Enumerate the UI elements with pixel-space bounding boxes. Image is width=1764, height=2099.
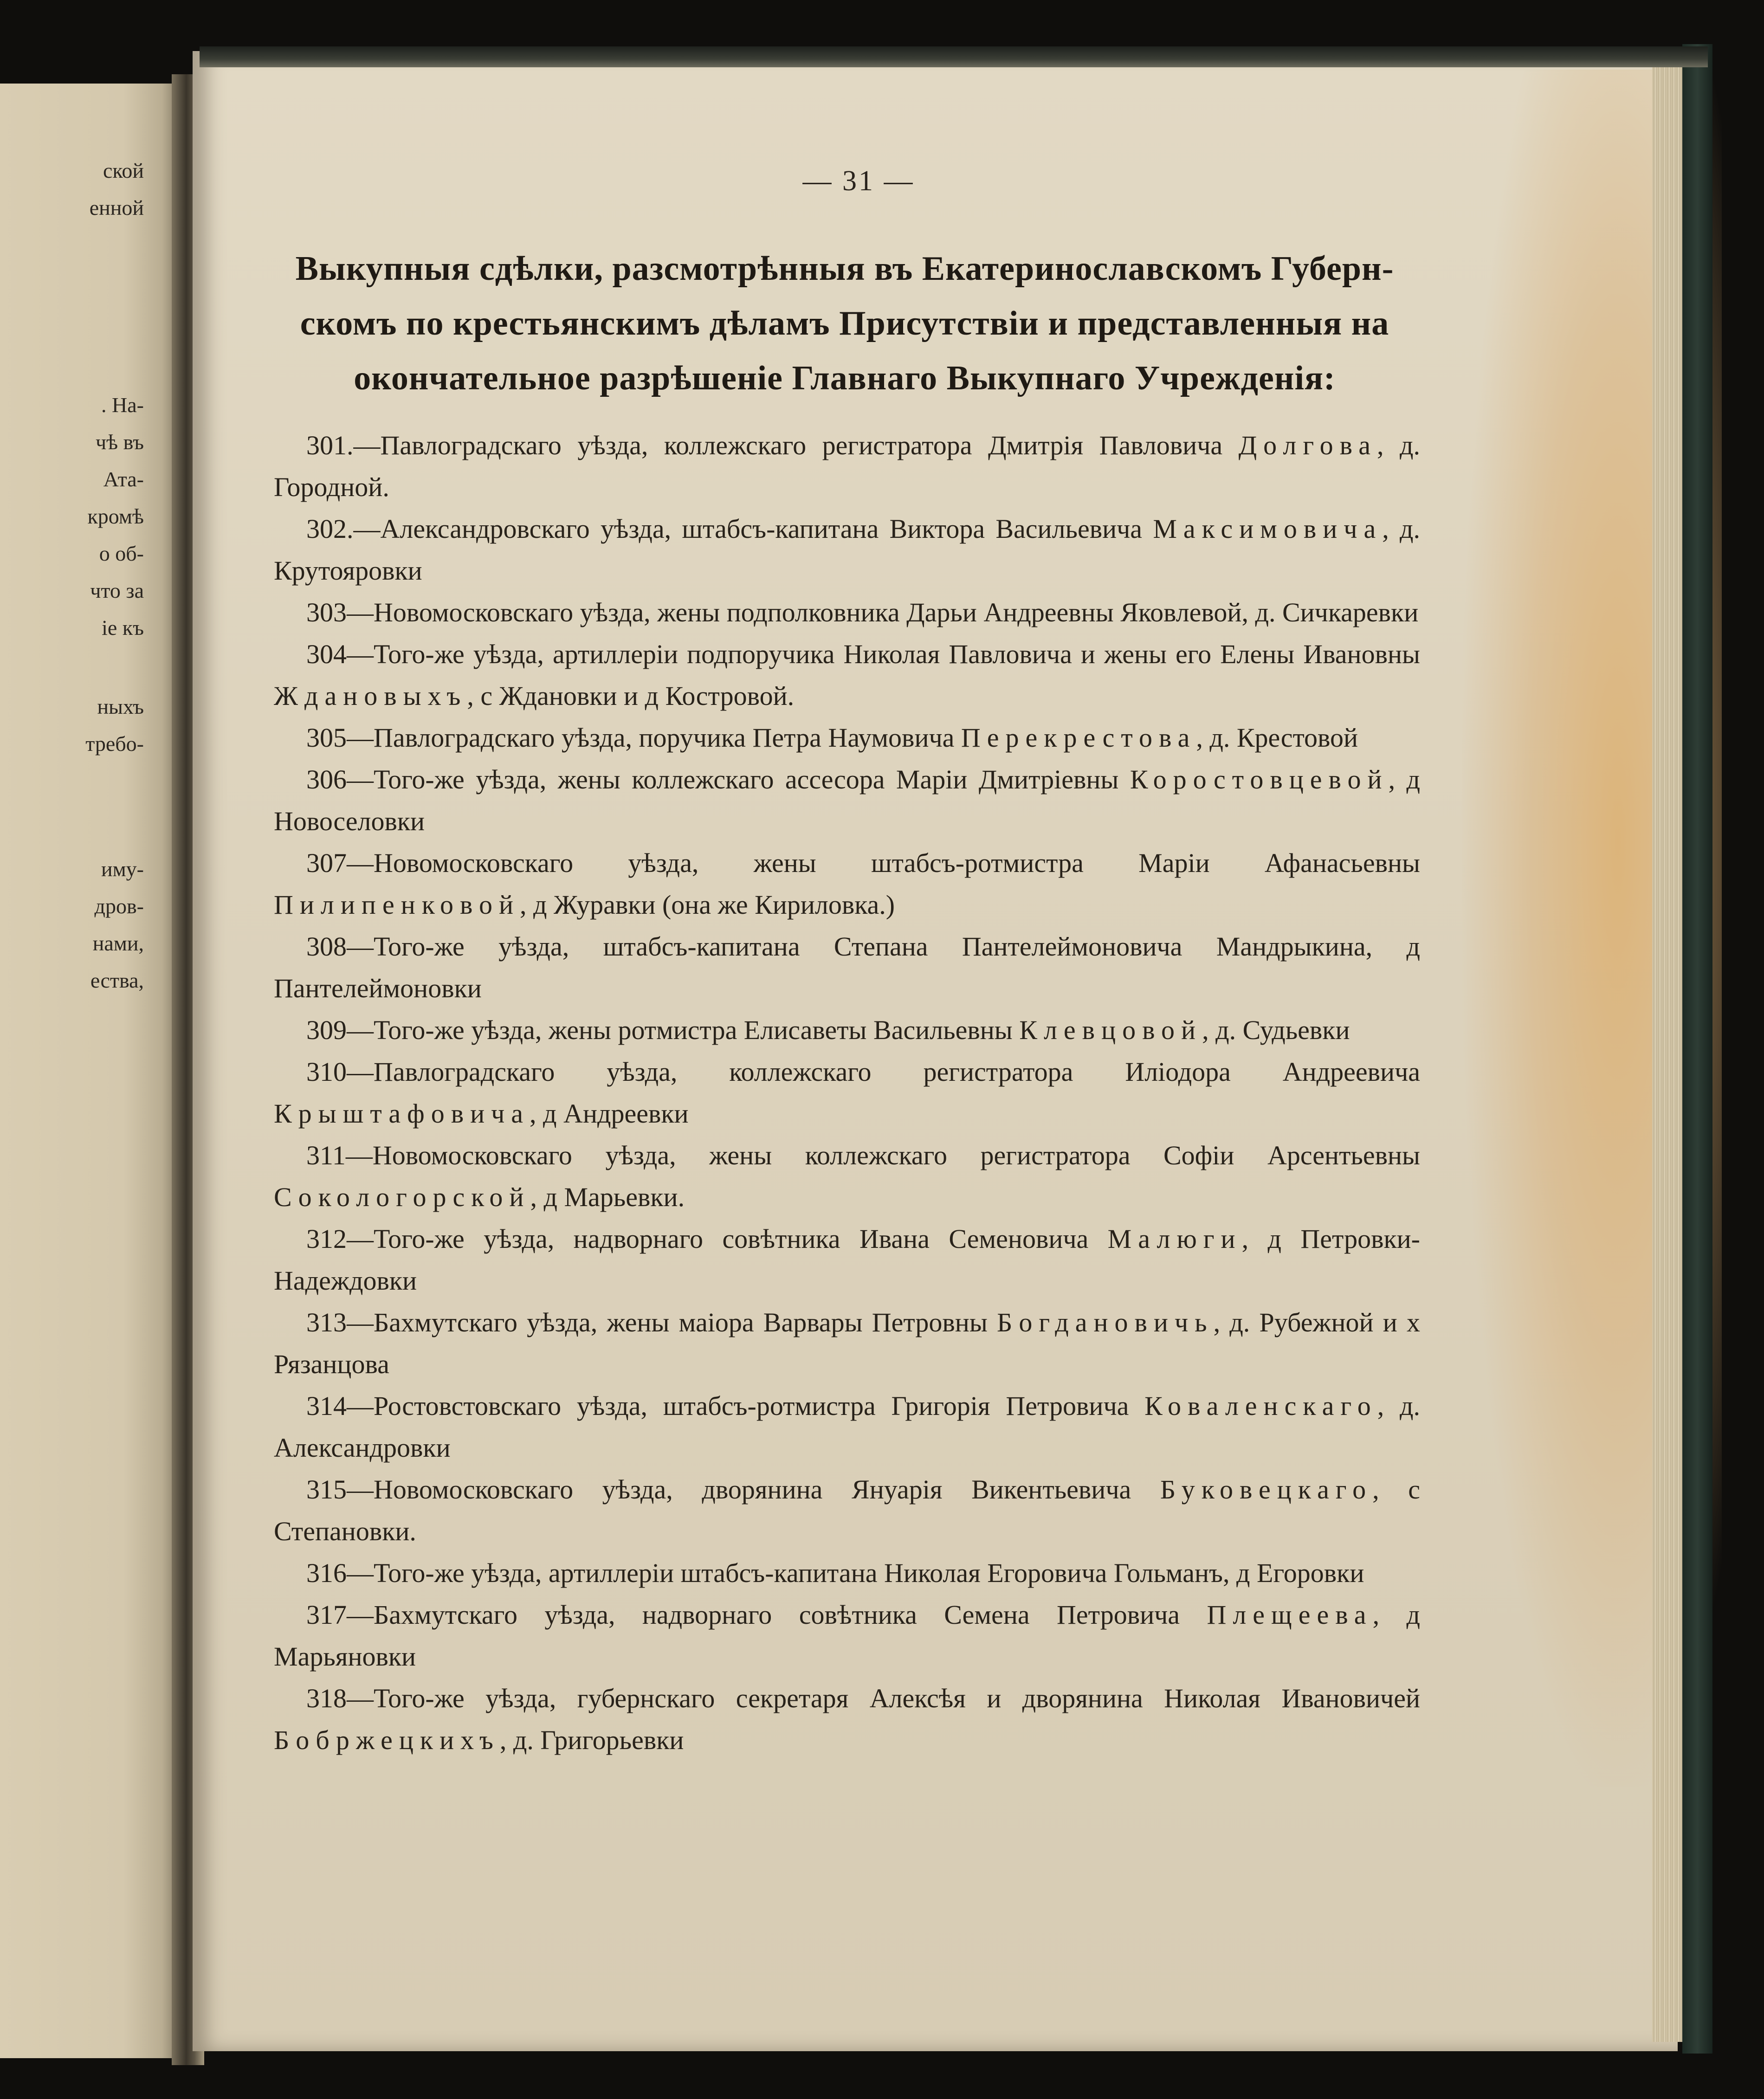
book-cover-edge (1682, 44, 1712, 2054)
entry-item (274, 717, 1420, 759)
title-line: скомъ по крестьянскимъ дѣламъ Присутствіи и представленныя на (300, 304, 1389, 342)
entry-number: 312 (306, 1224, 347, 1254)
entry-item (274, 1302, 1420, 1385)
entry-item (274, 1009, 1420, 1051)
entry-text: —Того-же уѣзда, надворнаго совѣтника Ивана Семеновича (347, 1224, 1089, 1254)
entry-text: —Бахмутскаго уѣзда, надворнаго совѣтника Семена Петровича (347, 1600, 1180, 1630)
entry-item (274, 842, 1420, 926)
entry-text: —Новомосковскаго уѣзда, жены коллежскаго регистратора Софіи Арсентьевны (345, 1140, 1420, 1170)
entry-item (274, 759, 1420, 842)
entry-surname: Бобржецкихъ (274, 1725, 500, 1755)
entry-text: —Того-же уѣзда, губернскаго секретаря Алексѣя и дворянина Николая Ивановичей (347, 1683, 1420, 1713)
entry-number: 305 (306, 723, 347, 753)
entry-text: —Новомосковскаго уѣзда, жены подполковника Дарьи Андреевны Яковлевой, д. Сичкаревки (347, 597, 1419, 627)
left-page-text-fragment: что за (90, 579, 144, 602)
entry-surname: Пилипенковой (274, 890, 520, 920)
entry-number: 314 (306, 1391, 347, 1421)
entry-place: , д Андреевки (530, 1098, 689, 1129)
entry-place: , с Ждановки и д Костровой. (467, 681, 795, 711)
page-edges (1652, 60, 1685, 2042)
entry-item (274, 1469, 1420, 1552)
entry-text: —Того-же уѣзда, жены ротмистра Елисаветы Васильевны (347, 1015, 1013, 1045)
previous-page-strip (0, 84, 176, 2058)
entry-list (274, 425, 1420, 1761)
entry-surname: Перекрестова (961, 723, 1196, 753)
entry-surname: Коростовцевой (1130, 764, 1389, 794)
left-page-text-fragment: . На- (101, 393, 144, 417)
entry-number: 306 (306, 764, 347, 794)
left-page-text-fragment: ской (103, 159, 144, 182)
entry-place: , д Марьевки. (530, 1182, 685, 1212)
entry-number: 316 (306, 1558, 347, 1588)
entry-item (274, 633, 1420, 717)
entry-place: , д Новоселовки (274, 764, 1421, 836)
entry-item (274, 425, 1420, 508)
entry-surname: Крыштафовича (274, 1098, 530, 1129)
entry-item (274, 508, 1420, 592)
entry-number: 311 (306, 1140, 346, 1170)
entry-item (274, 1135, 1420, 1218)
left-page-text-fragment: чѣ въ (96, 430, 144, 454)
page-number: — 31 — (802, 165, 915, 197)
entry-surname: Малюги (1107, 1224, 1242, 1254)
entry-number: 303 (306, 597, 347, 627)
entry-number: 302. (306, 514, 354, 544)
entry-number: 307 (306, 848, 347, 878)
entry-place: , д Марьяновки (274, 1600, 1420, 1672)
title-line: окончательное разрѣшеніе Главнаго Выкупнаго Учрежденія: (354, 359, 1336, 397)
entry-text: —Новомосковскаго уѣзда, жены штабсъ-ротмистра Маріи Афанасьевны (347, 848, 1420, 878)
entry-text: —Ростовстовскаго уѣзда, штабсъ-ротмистра Григорія Петровича (347, 1391, 1129, 1421)
entry-text: —Павлоградскаго уѣзда, коллежскаго регистратора Дмитрія Павловича (353, 430, 1223, 460)
entry-text: —Того-же уѣзда, артиллеріи штабсъ-капитана Николая Егоровича Гольманъ, д Егоровки (347, 1558, 1364, 1588)
left-page-text-fragment: енной (89, 196, 144, 220)
entry-item (274, 1552, 1420, 1594)
entry-place: , д. Александровки (274, 1391, 1421, 1463)
section-title (241, 241, 1448, 406)
entry-place: , д. Рубежной и х Рязанцова (274, 1307, 1421, 1379)
entry-surname: Максимовича (1153, 514, 1383, 544)
left-page-text-fragment: Ата- (103, 467, 144, 491)
entry-place: , д. Судьевки (1202, 1015, 1350, 1045)
entry-place: , д. Городной. (274, 430, 1420, 502)
entry-surname: Клевцовой (1019, 1015, 1202, 1045)
left-page-text-fragment: требо- (85, 732, 144, 756)
entry-number: 317 (306, 1600, 347, 1630)
entry-place: , д. Крестовой (1196, 723, 1358, 753)
entry-item (274, 926, 1420, 1009)
entry-text: —Александровскаго уѣзда, штабсъ-капитана Виктора Васильевича (353, 514, 1143, 544)
left-page-text-fragment: ныхъ (97, 695, 144, 718)
entry-surname: Долгова (1238, 430, 1377, 460)
entry-text: —Бахмутскаго уѣзда, жены маіора Варвары Петровны (347, 1307, 988, 1337)
entry-item (274, 1385, 1420, 1469)
entry-text: —Павлоградскаго уѣзда, коллежскаго регистратора Иліодора Андреевича (347, 1057, 1420, 1087)
entry-surname: Сокологорской (274, 1182, 530, 1212)
entry-number: 309 (306, 1015, 347, 1045)
left-page-text-fragment: о об- (99, 542, 144, 565)
entry-number: 308 (306, 931, 347, 962)
entry-number: 310 (306, 1057, 347, 1087)
left-page-text-fragment: кромѣ (87, 504, 144, 528)
entry-number: 304 (306, 639, 347, 669)
book-top-edge (200, 46, 1708, 67)
left-page-text-fragment: іе къ (102, 616, 144, 639)
entry-item (274, 592, 1420, 633)
left-page-text-fragment: дров- (94, 894, 144, 918)
entry-number: 313 (306, 1307, 347, 1337)
entry-item (274, 1051, 1420, 1135)
left-page-text-fragment: иму- (101, 857, 144, 881)
entry-surname: Буковецкаго (1160, 1474, 1373, 1505)
entry-place: , д Журавки (она же Кириловка.) (520, 890, 895, 920)
entry-text: —Павлоградскаго уѣзда, поручика Петра Наумовича (347, 723, 955, 753)
left-page-text-fragment: нами, (92, 931, 144, 955)
entry-place: , с Степановки. (274, 1474, 1420, 1546)
entry-place: , д Петровки-Надеждовки (274, 1224, 1420, 1296)
entry-item (274, 1594, 1420, 1678)
entry-text: —Того-же уѣзда, артиллеріи подпоручика Николая Павловича и жены его Елены Ивановны (347, 639, 1420, 669)
entry-text: —Того-же уѣзда, штабсъ-капитана Степана Пантелеймоновича Мандрыкина, д Пантелеймоновки (274, 931, 1420, 1003)
entry-surname: Богдановичь (997, 1307, 1214, 1337)
title-line: Выкупныя сдѣлки, разсмотрѣнныя въ Екатеринославскомъ Губерн- (295, 250, 1394, 288)
entry-item (274, 1218, 1420, 1302)
entry-item (274, 1678, 1420, 1761)
entry-surname: Плещеева (1207, 1600, 1373, 1630)
entry-number: 315 (306, 1474, 347, 1505)
entry-text: —Того-же уѣзда, жены коллежскаго ассесора Маріи Дмитріевны (347, 764, 1119, 794)
entry-text: —Новомосковскаго уѣзда, дворянина Януарія Викентьевича (347, 1474, 1131, 1505)
entry-number: 301. (306, 430, 354, 460)
entry-surname: Коваленскаго (1144, 1391, 1377, 1421)
entry-place: , д. Крутояровки (274, 514, 1420, 586)
left-page-text-fragment: ества, (90, 969, 144, 992)
entry-number: 318 (306, 1683, 347, 1713)
entry-surname: Ждановыхъ (274, 681, 467, 711)
entry-place: , д. Григорьевки (499, 1725, 684, 1755)
